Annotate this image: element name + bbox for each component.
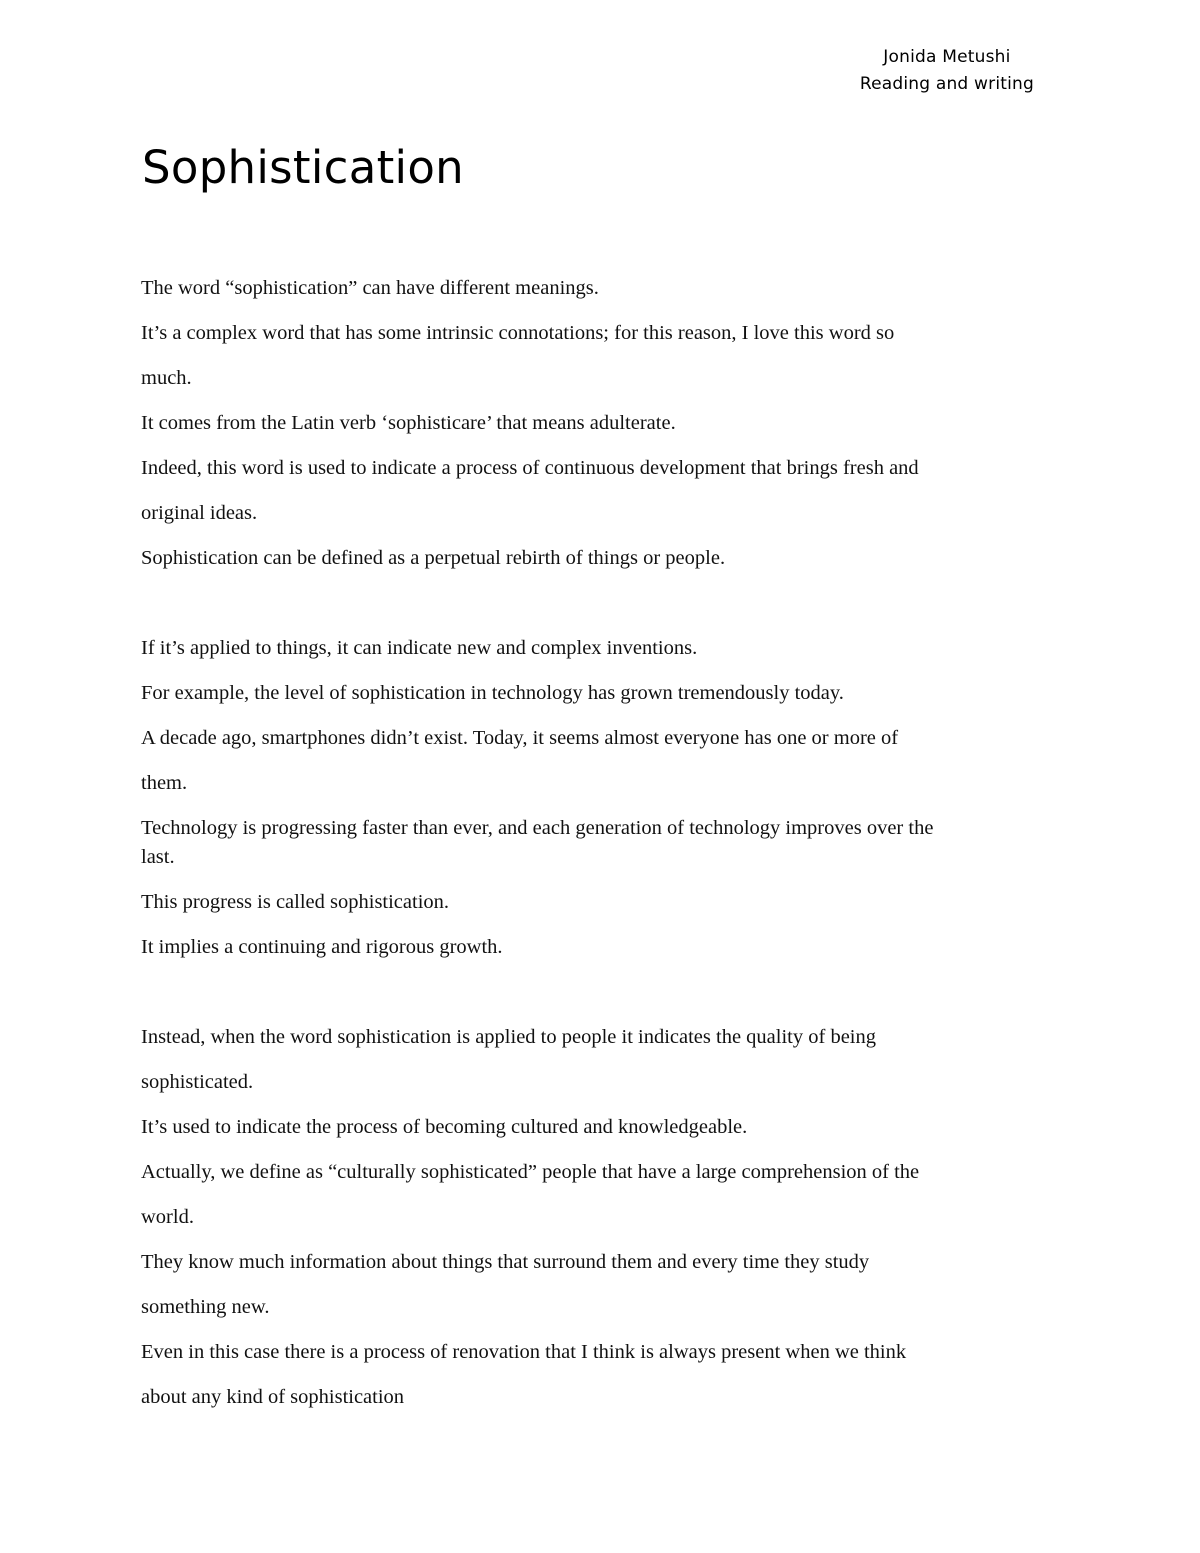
body-line: Indeed, this word is used to indicate a process of continuous development that brings fresh and (141, 457, 919, 479)
body-line: much. (141, 367, 192, 389)
body-line: Actually, we define as “culturally sophisticated” people that have a large comprehension of the (141, 1161, 920, 1183)
body-line: Technology is progressing faster than ever, and each generation of technology improves over the (141, 817, 934, 839)
paragraph-break (141, 587, 1061, 632)
author-name: Jonida Metushi (883, 47, 1011, 67)
paragraph-break (141, 976, 1061, 1021)
body-line: The word “sophistication” can have different meanings. (141, 277, 599, 299)
body-line: If it’s applied to things, it can indicate new and complex inventions. (141, 637, 698, 659)
body-line: Instead, when the word sophistication is applied to people it indicates the quality of being (141, 1026, 876, 1048)
body-line: It implies a continuing and rigorous growth. (141, 936, 503, 958)
body-line: about any kind of sophistication (141, 1386, 405, 1408)
body-line: them. (141, 772, 188, 794)
body-line: This progress is called sophistication. (141, 891, 450, 913)
document-header (860, 44, 1034, 98)
document-title: Sophistication (142, 141, 464, 194)
body-line: It’s used to indicate the process of becoming cultured and knowledgeable. (141, 1116, 748, 1138)
body-line: They know much information about things that surround them and every time they study (141, 1251, 870, 1273)
body-line: Sophistication can be defined as a perpetual rebirth of things or people. (141, 547, 726, 569)
body-line: sophisticated. (141, 1071, 254, 1093)
body-line: For example, the level of sophistication in technology has grown tremendously today. (141, 682, 844, 704)
body-line: Even in this case there is a process of renovation that I think is always present when we think (141, 1341, 907, 1363)
course-name: Reading and writing (859, 74, 1034, 94)
body-line: It’s a complex word that has some intrinsic connotations; for this reason, I love this word so (141, 322, 895, 344)
document-body (141, 272, 1061, 1426)
body-line: world. (141, 1206, 194, 1228)
body-line: last. (141, 846, 175, 868)
body-line: It comes from the Latin verb ‘sophisticare’ that means adulterate. (141, 412, 676, 434)
body-line: A decade ago, smartphones didn’t exist. Today, it seems almost everyone has one or more of (141, 727, 899, 749)
body-line: something new. (141, 1296, 270, 1318)
body-line: original ideas. (141, 502, 258, 524)
